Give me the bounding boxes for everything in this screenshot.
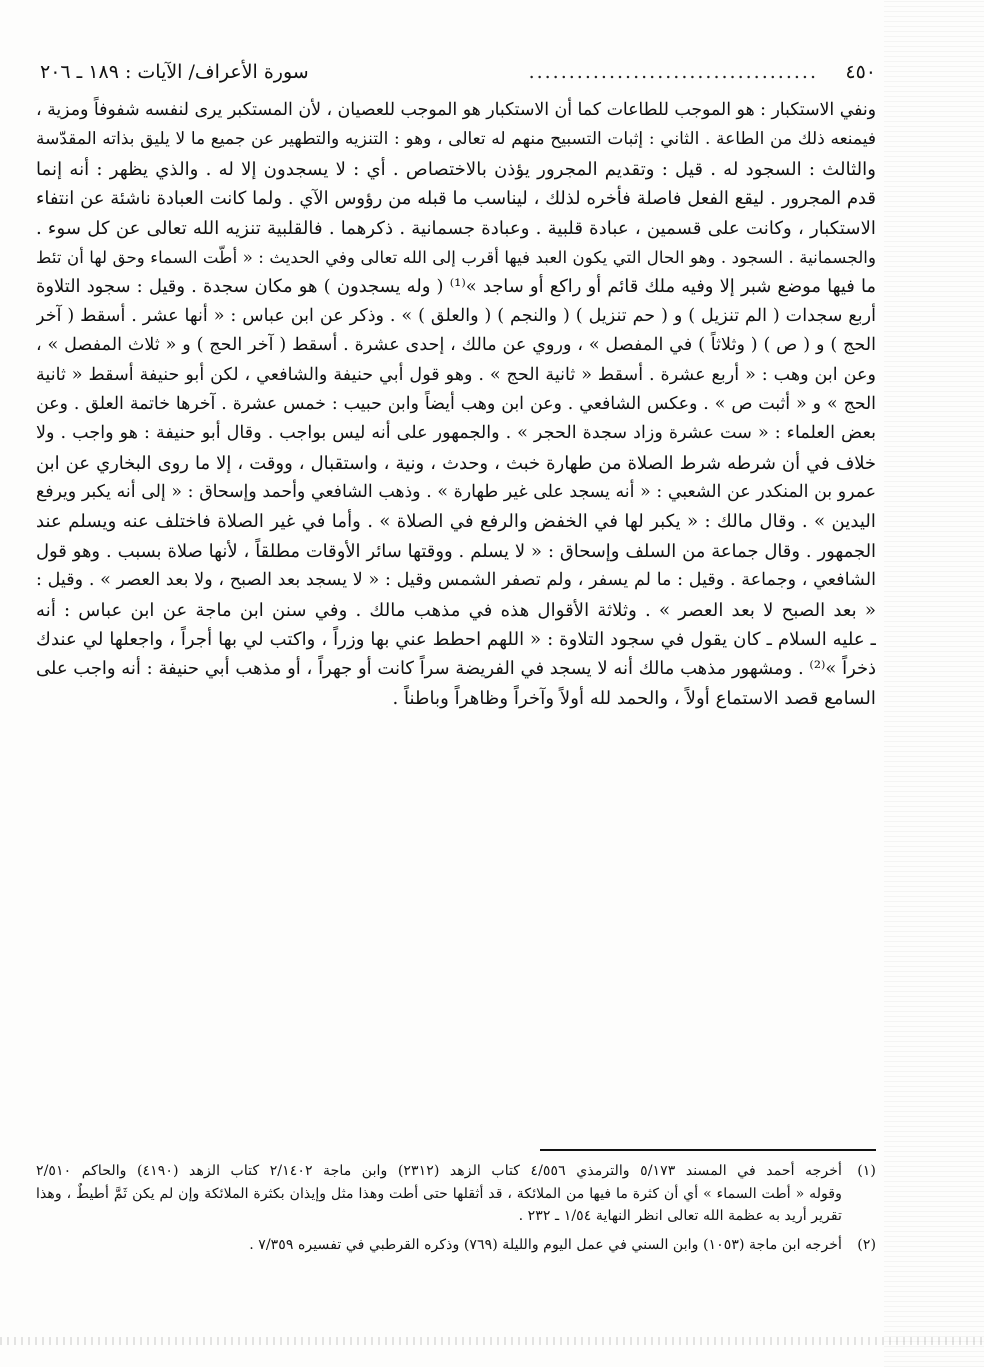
footnotes xyxy=(36,1160,876,1256)
main-text xyxy=(36,96,876,713)
text-line: خلاف في أن شرطه شرط الصلاة من طهارة خبث ، وحدث ، ونية ، واستقبال ، ووقت ، إلا ما روى البخاري عن ابن xyxy=(36,452,876,474)
text-line: عمرو بن المنكدر عن الشعبي : « أنه يسجد على غير طهارة » . وذهب الشافعي وأحمد وإسحاق : « إلى أنه يكبر ويرفع xyxy=(36,482,876,503)
text-line: بعض العلماء : « ست عشرة وزاد سجدة الحجر » . والجمهور على أنه ليس بواجب . وقال أبو حنيفة : هو واجب . ولا xyxy=(36,423,876,444)
footnote-line xyxy=(36,1205,876,1228)
footnote-text: تقرير أريد به عظمة الله تعالى انظر النهاية ١/٥٤ ـ ٢٣٢ . xyxy=(518,1208,842,1224)
text-line: الجمهور . وقال جماعة من السلف وإسحاق : « لا يسلم . ووقتها سائر الأوقات مطلقاً ، لأنها صلاة بسبب . وهو قول xyxy=(36,540,876,562)
footnote-text: أخرجه أحمد في المسند ٥/١٧٣ والترمذي ٤/٥٥٦ كتاب الزهد (٢٣١٢) وابن ماجة ٢/١٤٠٢ كتاب الزهد (٤١٩٠) والحاكم ٢/٥١٠ xyxy=(36,1163,842,1179)
text-line: ونفي الاستكبار : هو الموجب للطاعات كما أن الاستكبار هو الموجب للعصيان ، لأن المستكبر يرى لنفسه شفوفاً ومزية ، xyxy=(36,100,876,120)
footnote-line xyxy=(36,1234,876,1257)
footnote-line xyxy=(36,1160,876,1183)
text-line: ذخراً »⁽²⁾ . ومشهور مذهب مالك أنه لا يسجد في الفريضة سراً كانت أو جهراً ، أو مذهب أبي حنيفة : أنه واجب على xyxy=(36,658,876,680)
text-line: اليدين » . وقال مالك : « يكبر لها في الخفض والرفع في الصلاة » . وأما في غير الصلاة فاختلف عنه ويسلم عند xyxy=(36,511,876,533)
text-line: والجسمانية . السجود . وهو الحال التي يكون العبد فيها أقرب إلى الله تعالى وفي الحديث : « أطّت السماء وحق لها أن تئط xyxy=(36,246,876,267)
header-title: سورة الأعراف/ الآيات : ١٨٩ ـ ٢٠٦ xyxy=(40,61,309,83)
text-line: والثالث : السجود له . قيل : وتقديم المجرور يؤذن بالاختصاص . أي : لا يسجدون إلا له . والذي يظهر : أنه إنما xyxy=(36,158,876,180)
text-line: الحج » و « أثبت ص » . وعكس الشافعي . وعن ابن وهب أيضاً وابن حبيب : خمس عشرة . آخرها خاتمة العلق . وعن xyxy=(36,393,876,414)
footnote-text: أخرجه ابن ماجة (١٠٥٣) وابن السني في عمل اليوم والليلة (٧٦٩) وذكره القرطبي في تفسيره ٧/٣٥٩ . xyxy=(249,1236,842,1253)
text-line: ـ عليه السلام ـ كان يقول في سجود التلاوة : « اللهم احطط عني بها وزراً ، واكتب لي بها أجراً ، واجعلها لي عندك xyxy=(36,629,876,651)
header-leader-dots: .................................... xyxy=(528,61,818,83)
footnote-text: وقوله « أطت السماء » أي أن كثرة ما فيها من الملائكة ، قد أثقلها حتى أطت وهذا مثل وإيذان بكثرة الملائكة وإن لم يكن ثَمَّ أطيطٌ ، وهذا xyxy=(36,1185,842,1202)
footnote-number: (١) xyxy=(857,1163,876,1179)
scan-edge-texture xyxy=(884,0,984,1367)
text-line: الحج ) و ( ص ) ( وثلاثاً ) في المفصل » ، وروي عن مالك ، إحدى عشرة . أسقط ( آخر الحج ) و « ثلاث المفصل » ، xyxy=(36,335,876,356)
text-line: السامع قصد الاستماع أولاً ، والحمد لله أولاً وآخراً وظاهراً وباطناً . xyxy=(392,687,876,709)
text-line: الشافعي ، وجماعة . وقيل : ما لم يسفر ، ولم تصفر الشمس وقيل : « لا يسجد بعد الصبح ، ولا بعد العصر » . وقيل : xyxy=(36,570,876,591)
scan-speckle xyxy=(0,1337,984,1345)
footnote-number: (٢) xyxy=(857,1236,876,1253)
text-line: ما فيها موضع شبر إلا وفيه ملك قائم أو راكع أو ساجد »⁽¹⁾ ( وله يسجدون ) هو مكان سجدة . وقيل : سجود التلاوة xyxy=(36,276,876,298)
text-line: « بعد الصبح لا بعد العصر » . وثلاثة الأقوال هذه في مذهب مالك . وفي سنن ابن ماجة عن ابن عباس : أنه xyxy=(36,599,876,621)
text-line: أربع سجدات ( الم تنزيل ) و ( حم تنزيل ) ( والنجم ) ( والعلق ) » . وذكر عن ابن عباس : « أنها عشر . أسقط ( آخر xyxy=(36,305,876,326)
text-line: الاستكبار ، وكانت على قسمين ، عبادة قلبية . وعبادة جسمانية . ذكرهما . فالقلبية تنزيه الله تعالى عن كل سوء . xyxy=(36,217,876,239)
text-line: فيمنعه ذلك من الطاعة . الثاني : إثبات التسبيح منهم له تعالى ، وهو : التنزيه والتطهير عن جميع ما لا يليق بذاته المقدّسة xyxy=(36,129,876,150)
running-header xyxy=(40,56,876,88)
text-line: وعن ابن وهب : « أربع عشرة . أسقط « ثانية الحج » . وهو قول أبي حنيفة والشافعي ، لكن أبو حنيفة أسقط « ثانية xyxy=(36,364,876,385)
footnote-separator xyxy=(540,1149,876,1151)
page-number: ٤٥٠ xyxy=(845,61,876,83)
text-line: قدم المجرور . ليقع الفعل فاصلة فأخره لذلك ، ليناسب ما قبله من رؤوس الآي . ولما كانت العبادة ناشئة عن انتفاء xyxy=(36,188,876,210)
footnote-line xyxy=(36,1183,876,1206)
